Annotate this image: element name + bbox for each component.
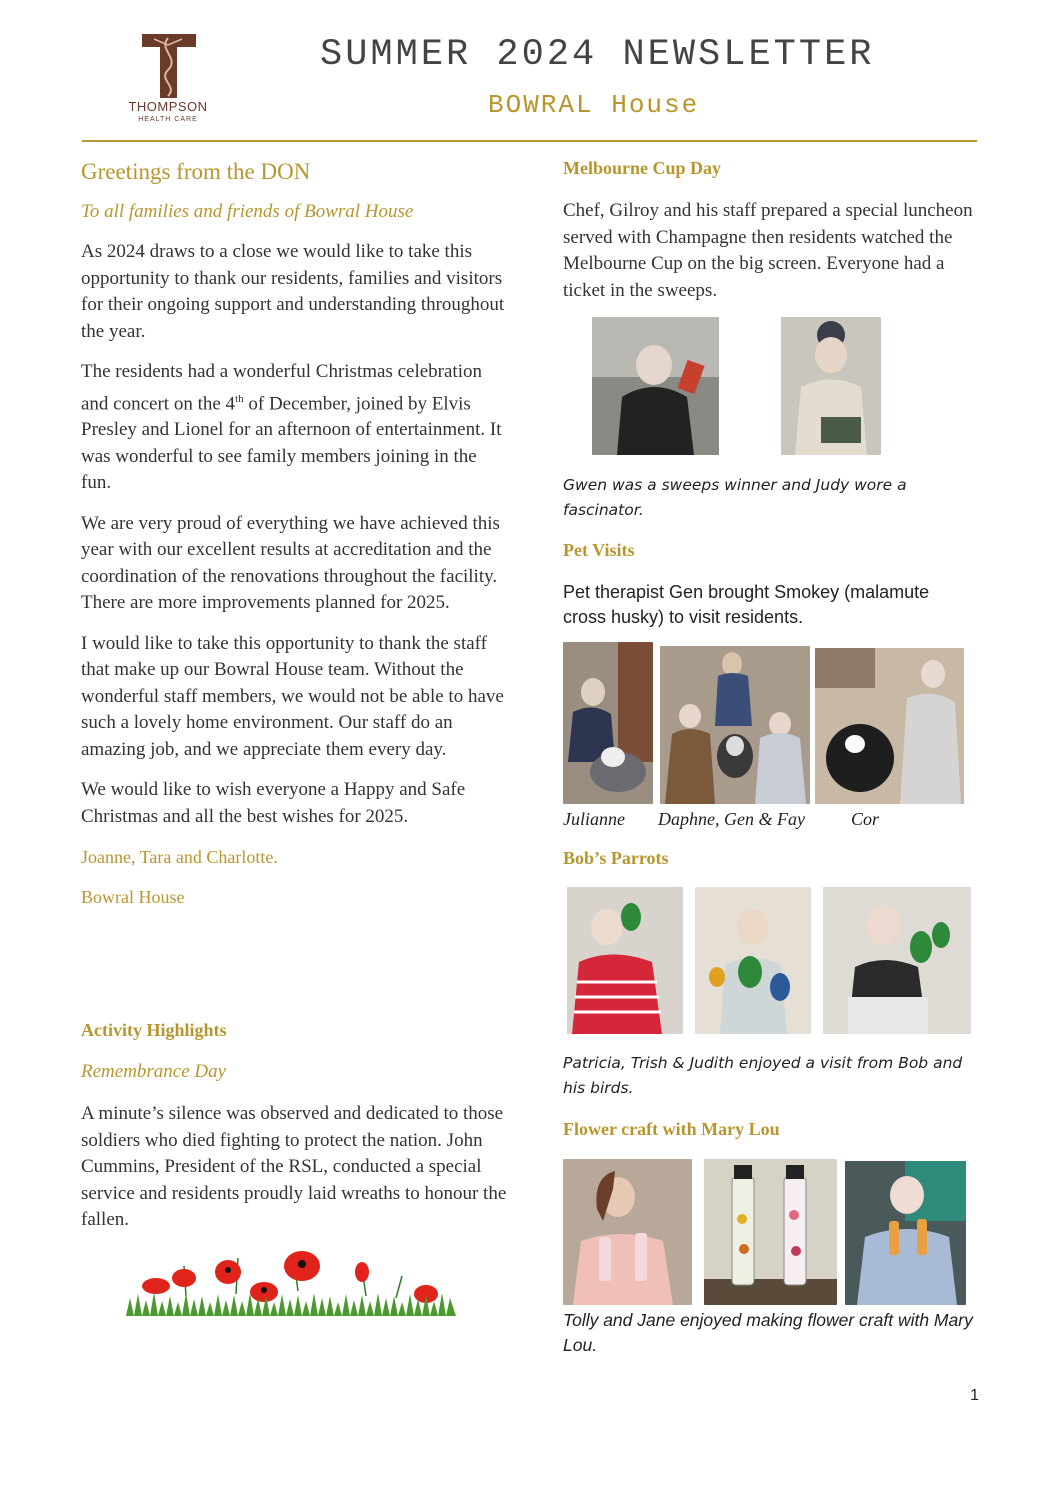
logo-t-icon (118, 30, 218, 100)
thompson-logo (118, 30, 218, 130)
greeting-subheading: To all families and friends of Bowral House (81, 201, 414, 222)
greeting-paragraph-2: The residents had a wonderful Christmas celebration and concert on the 4th of December, joined by Elvis Presley and Lionel for an afternoon of entertainment. It was wonderful to see family members joining in the fun. (81, 361, 502, 494)
photo-gwen-sweeps (592, 317, 719, 455)
newsletter-subtitle: BOWRAL House (488, 90, 700, 120)
greeting-paragraph-5: We would like to wish everyone a Happy and Safe Christmas and all the best wishes for 2025. (81, 779, 466, 827)
flower-craft-caption: Tolly and Jane enjoyed making flower craft with Mary Lou. (563, 1310, 973, 1355)
photo-judith-parrots (823, 887, 971, 1034)
activity-highlights-heading: Activity Highlights (81, 1020, 227, 1040)
header-divider (82, 140, 977, 142)
parrots-caption: Patricia, Trish & Judith enjoyed a visit from Bob and his birds. (563, 1054, 963, 1097)
photo-cor-dog (815, 648, 964, 804)
bobs-parrots-heading: Bob’s Parrots (563, 848, 669, 868)
remembrance-text: A minute’s silence was observed and dedicated to those soldiers who died fighting to protect the nation. John Cummins, President of the RSL, conducted a special service and residents proudly laid wreaths to honour the fallen. (81, 1103, 507, 1230)
pet-label-daphne-gen-fay: Daphne, Gen & Fay (658, 809, 805, 829)
greeting-paragraph-1: As 2024 draws to a close we would like to take this opportunity to thank our residents, families and visitors for their ongoing support and understanding throughout the year. (81, 241, 505, 342)
page-number: 1 (970, 1387, 979, 1404)
pet-visits-text: Pet therapist Gen brought Smokey (malamute cross husky) to visit residents. (563, 582, 930, 627)
melbourne-cup-text: Chef, Gilroy and his staff prepared a special luncheon served with Champagne then residents watched the Melbourne Cup on the big screen. Everyone had a ticket in the sweeps. (563, 200, 973, 301)
newsletter-title: SUMMER 2024 NEWSLETTER (320, 34, 875, 76)
photo-julianne-dog (563, 642, 653, 804)
photo-trish-parrots (695, 887, 811, 1034)
pet-label-cor: Cor (851, 809, 880, 829)
greeting-paragraph-3: We are very proud of everything we have achieved this year with our excellent results at accreditation and the coordination of the renovations throughout the facility. There are more improvements planned for 2025. (81, 512, 500, 614)
photo-daphne-gen-fay (660, 646, 810, 804)
pet-visits-heading: Pet Visits (563, 540, 635, 560)
photo-tolly-flower-craft (563, 1159, 692, 1305)
signoff-place: Bowral House (81, 887, 185, 908)
melbourne-cup-heading: Melbourne Cup Day (563, 158, 722, 178)
photo-flower-bottles (704, 1159, 837, 1305)
pet-label-julianne: Julianne (563, 809, 625, 829)
greeting-paragraph-4: I would like to take this opportunity to thank the staff that make up our Bowral House team. Without the wonderful staff members, we would not be able to have such a lovely home environment. Our staff do an amazing job, and we appreciate them every day. (81, 632, 504, 760)
photo-patricia-parrot (567, 887, 683, 1034)
greeting-heading: Greetings from the DON (81, 159, 311, 184)
signoff-names: Joanne, Tara and Charlotte. (81, 847, 278, 868)
poppies-illustration (126, 1246, 456, 1316)
remembrance-heading: Remembrance Day (81, 1061, 227, 1082)
logo-brand-name: THOMPSON (128, 99, 208, 114)
melbourne-caption: Gwen was a sweeps winner and Judy wore a fascinator. (563, 476, 907, 519)
left-column (81, 157, 511, 910)
photo-jane-flower-craft (845, 1161, 966, 1305)
flower-craft-heading: Flower craft with Mary Lou (563, 1119, 780, 1139)
photo-judy-fascinator (781, 317, 881, 455)
logo-brand-sub: HEALTH CARE (138, 116, 198, 123)
